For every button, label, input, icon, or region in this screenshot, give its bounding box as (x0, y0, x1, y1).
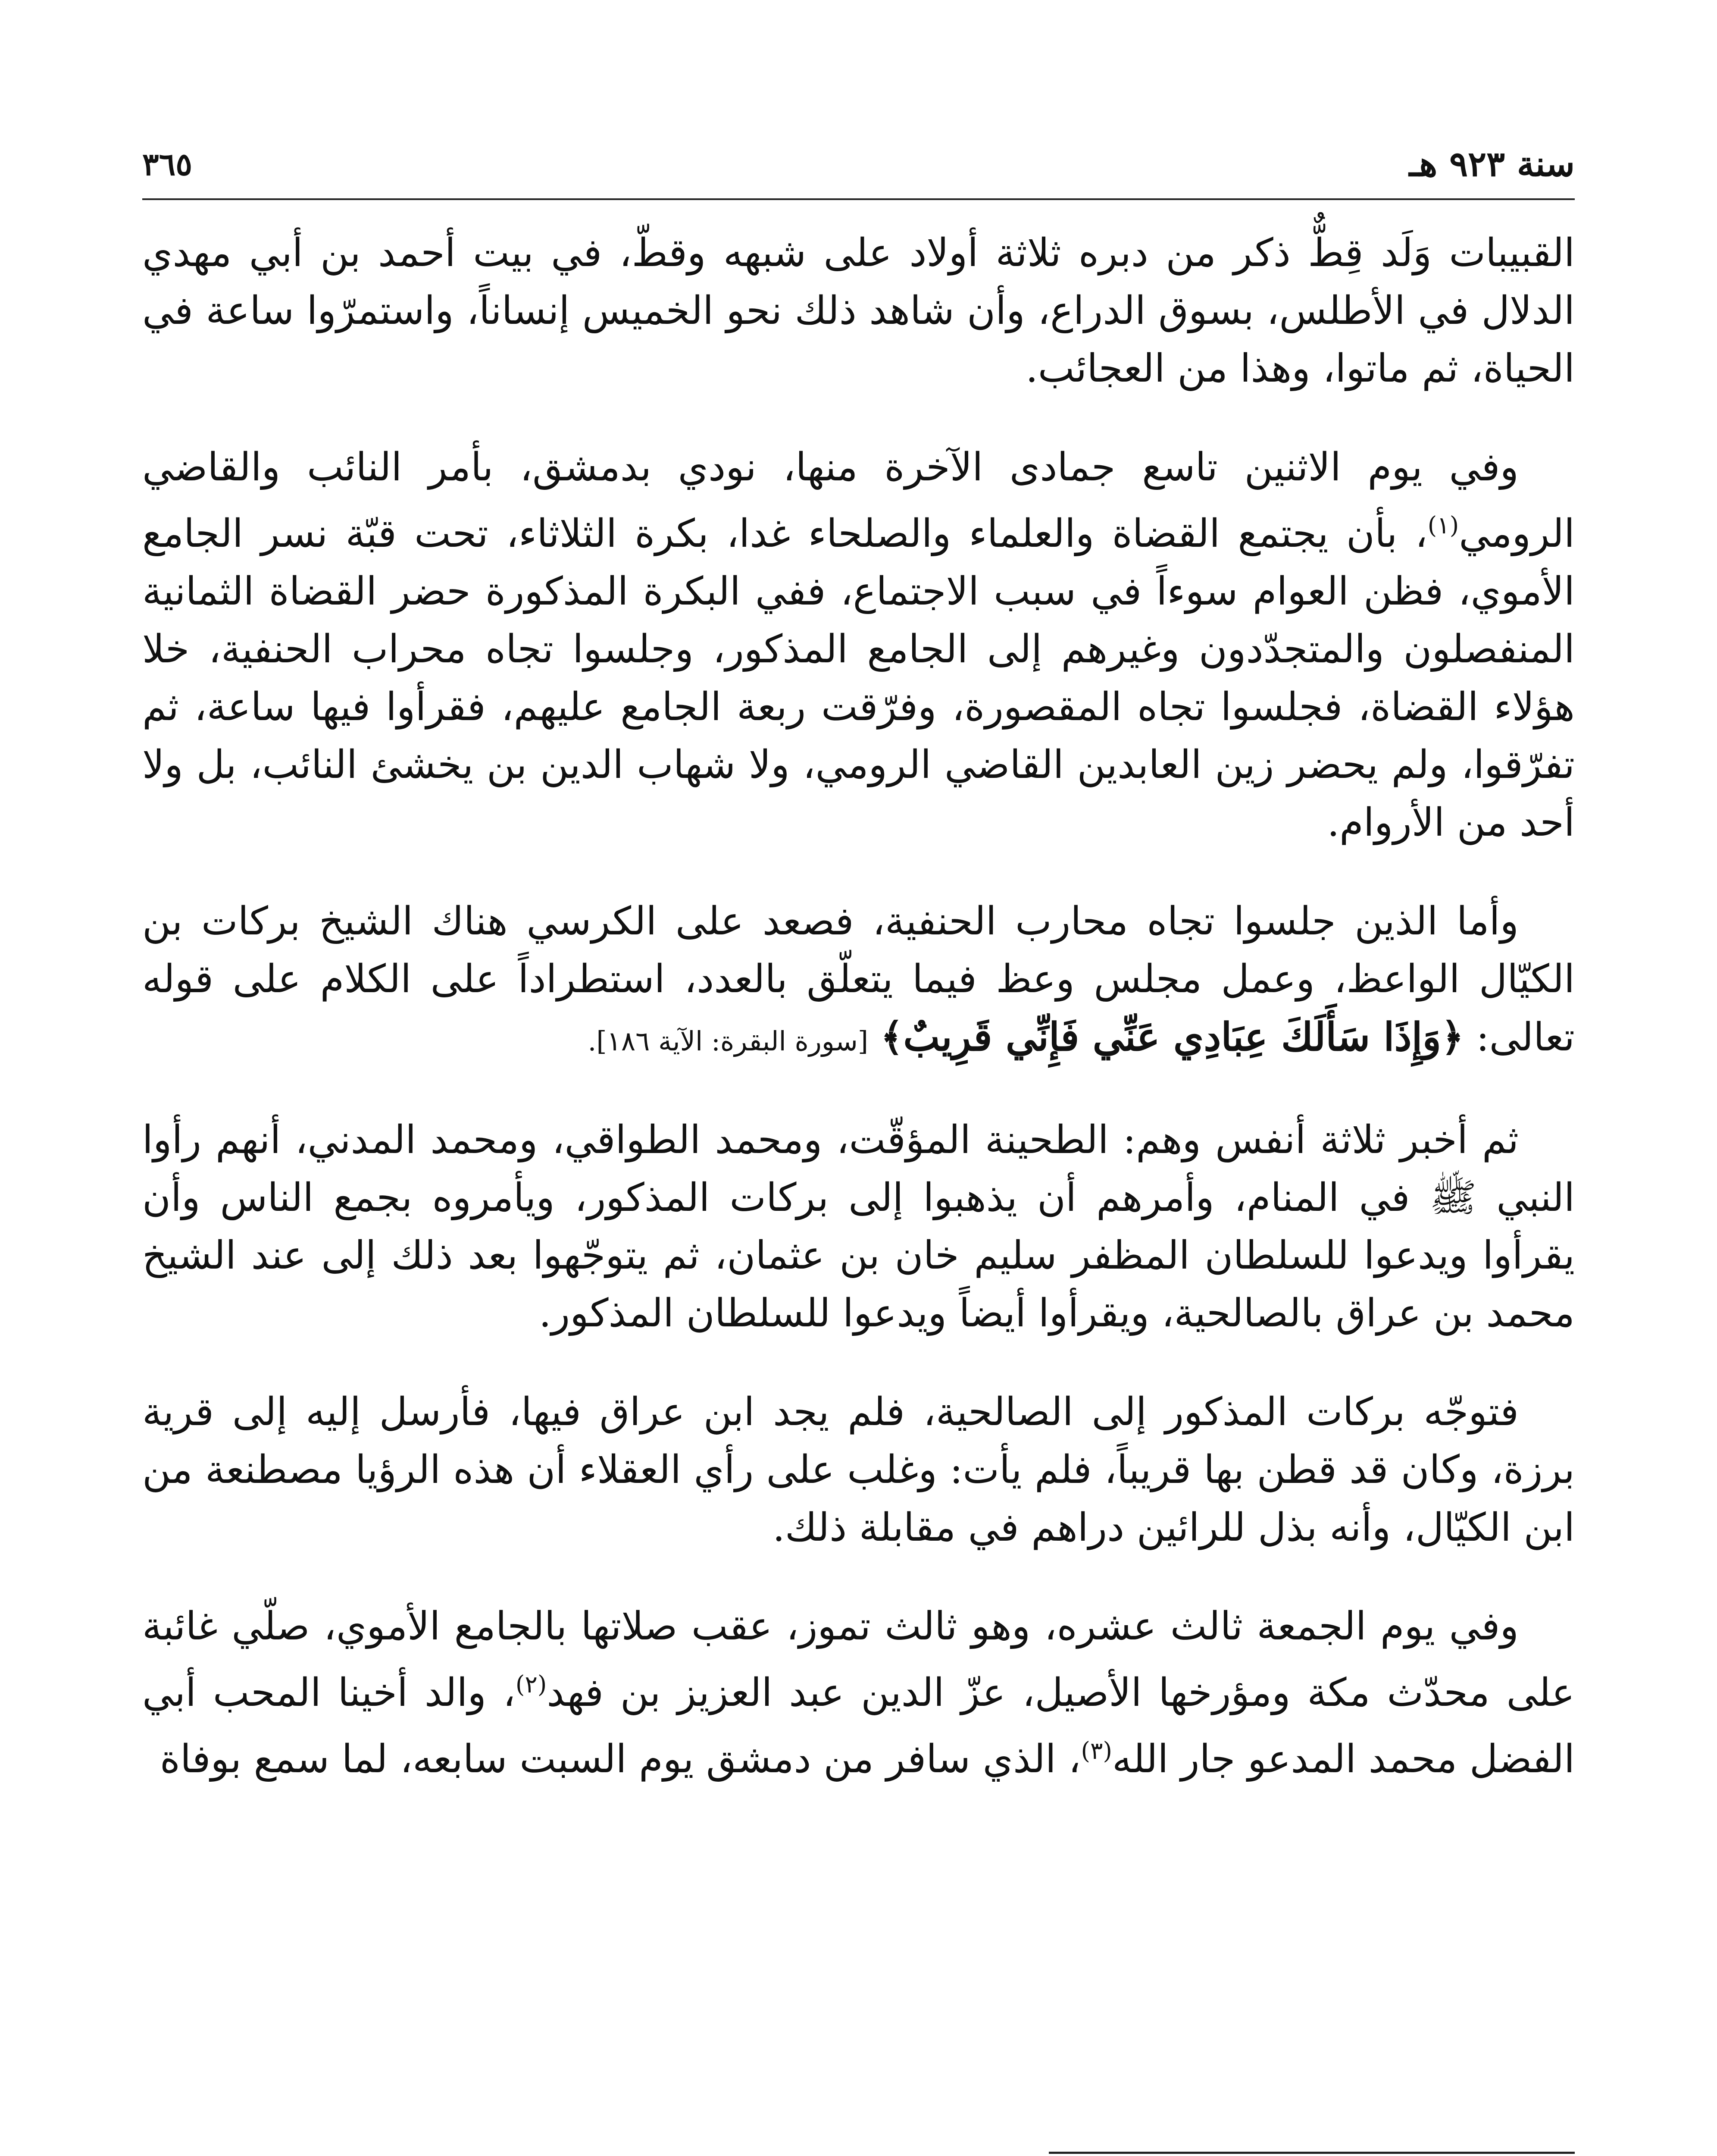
paragraph-text: وفي يوم الاثنين تاسع جمادى الآخرة منها، نودي بدمشق، بأمر النائب والقاضي الرومي (142, 445, 1575, 556)
paragraph (142, 893, 1575, 1070)
footnote-reference[interactable]: (٢) (515, 1670, 547, 1698)
paragraph (142, 439, 1575, 852)
footnote-reference[interactable]: (٣) (1081, 1737, 1112, 1764)
paragraph (142, 1383, 1575, 1557)
verse-citation: [سورة البقرة: الآية ١٨٦]. (588, 1025, 869, 1057)
footnote-divider (1049, 2152, 1575, 2154)
paragraph-text: فتوجّه بركات المذكور إلى الصالحية، فلم يجد ابن عراق فيها، فأرسل إليه إلى قرية برزة، وكان قد قطن بها قريباً، فلم يأت: وغلب على رأي العقلاء أن هذه الرؤيا مصطنعة من ابن الكيّال، وأنه بذل للرائين دراهم في مقابلة ذلك. (142, 1389, 1575, 1550)
paragraph (142, 1598, 1575, 1788)
paragraph-text: وفي يوم الجمعة ثالث عشره، وهو ثالث تموز، عقب صلاتها بالجامع الأموي، صلّي غائبة على محدّث مكة ومؤرخها الأصيل، عزّ الدين عبد العزيز بن فهد (142, 1604, 1575, 1715)
paragraph (142, 1111, 1575, 1342)
paragraph-text: ثم أخبر ثلاثة أنفس وهم: الطحينة المؤقّت، ومحمد الطواقي، ومحمد المدني، أنهم رأوا النبي ﷺ في المنام، وأمرهم أن يذهبوا إلى بركات المذكور، ويأمروه بجمع الناس وأن يقرأوا ويدعوا للسلطان المظفر سليم خان بن عثمان، ثم يتوجّهوا بعد ذلك إلى عند الشيخ محمد بن عراق بالصالحية، ويقرأوا أيضاً ويدعوا للسلطان المذكور. (142, 1117, 1575, 1336)
paragraph-text: ، الذي سافر من دمشق يوم السبت سابعه، لما سمع بوفاة (160, 1736, 1081, 1782)
paragraph-text: وأما الذين جلسوا تجاه محارب الحنفية، فصعد على الكرسي هناك الشيخ بركات بن الكيّال الواعظ، وعمل مجلس وعظ فيما يتعلّق بالعدد، استطراداً على الكلام على قوله تعالى: (142, 899, 1575, 1060)
page-header (142, 129, 1575, 200)
running-head: سنة ٩٢٣ هـ (1409, 144, 1575, 184)
paragraph-text: ، بأن يجتمع القضاة والعلماء والصلحاء غدا، بكرة الثلاثاء، تحت قبّة نسر الجامع الأموي، فظن العوام سوءاً في سبب الاجتماع، ففي البكرة المذكورة حضر القضاة الثمانية المنفصلون والمتجدّدون وغيرهم إلى الجامع المذكور، وجلسوا تجاه محراب الحنفية، خلا هؤلاء القضاة، فجلسوا تجاه المقصورة، وفرّقت ربعة الجامع عليهم، فقرأوا فيها ساعة، ثم تفرّقوا، ولم يحضر زين العابدين القاضي الرومي، ولا شهاب الدين بن يخشئ النائب، بل ولا أحد من الأروام. (142, 511, 1575, 845)
paragraph-text: القبيبات وَلَد قِطٌّ ذكر من دبره ثلاثة أولاد على شبهه وقطّ، في بيت أحمد بن أبي مهدي الدلال في الأطلس، بسوق الدراع، وأن شاهد ذلك نحو الخميس إنساناً، واستمرّوا ساعة في الحياة، ثم ماتوا، وهذا من العجائب. (142, 230, 1575, 391)
paragraph (142, 224, 1575, 398)
main-text (142, 224, 1575, 1829)
quran-verse: ﴿وَإِذَا سَأَلَكَ عِبَادِي عَنِّي فَإِنِّي قَرِيبٌ﴾ (880, 1014, 1464, 1060)
footnote-reference[interactable]: (١) (1427, 511, 1459, 539)
paragraph-text: ، والد أخينا المحب أبي الفضل محمد المدعو جار الله (142, 1670, 1575, 1782)
page-number: ٣٦٥ (142, 145, 193, 182)
